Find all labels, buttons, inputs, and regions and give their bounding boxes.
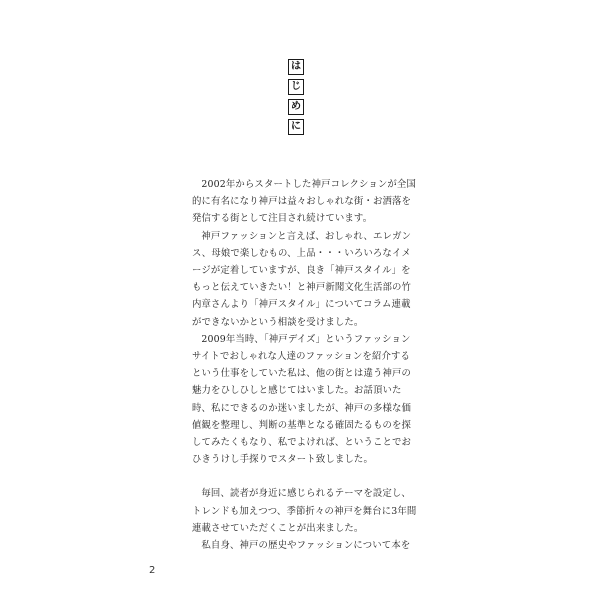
heading-char: は: [288, 59, 304, 75]
body-text: [192, 176, 418, 554]
heading-char: じ: [288, 79, 304, 95]
heading-vertical: [286, 59, 306, 141]
paragraph: 2002年からスタートした神戸コレクションが全国的に有名になり神戸は益々おしゃれな街・お洒落を発信する街として注目され続けています。: [192, 179, 416, 225]
paragraph: 私自身、神戸の歴史やファッションについて本を: [201, 540, 411, 552]
paragraph: 毎回、読者が身近に感じられるテーマを設定し、トレンドも加えつつ、季節折々の神戸を舞台に3年間連載させていただくことが出来ました。: [192, 488, 417, 534]
paragraph: 2009年当時、「神戸デイズ」というファッションサイトでおしゃれな人達のファッションを紹介するという仕事をしていた私は、他の街とは違う神戸の魅力をひしひしと感じてはいました。お話頂いた時、私にできるのか迷いましたが、神戸の多様な価値観を整理し、判断の基準となる確固たるものを探してみたくもなり、私でよければ、ということでおひきうけし手探りでスタート致しました。: [192, 333, 412, 466]
heading-char: め: [288, 99, 304, 115]
paragraph: 神戸ファッションと言えば、おしゃれ、エレガンス、母娘で楽しむもの、上品・・・いろいろなイメージが定着していますが、良き「神戸スタイル」をもっと伝えていきたい！と神戸新聞文化生活部の竹内章さんより「神戸スタイル」についてコラム連載ができないかという相談を受けました。: [192, 230, 412, 328]
heading-char: に: [288, 119, 304, 135]
page-number: 2: [149, 565, 156, 576]
paragraph-gap: [192, 468, 418, 485]
